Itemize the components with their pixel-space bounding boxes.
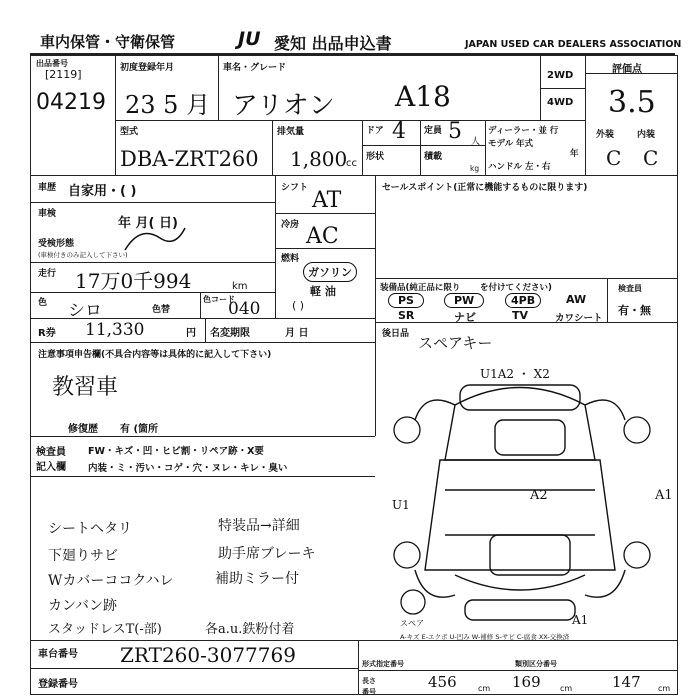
usage-label: 車歴 — [38, 183, 57, 193]
interior-value: C — [643, 146, 659, 170]
note-line: シートヘタリ — [48, 521, 132, 537]
note-right-line: 助手席ブレーキ — [218, 546, 316, 562]
note-line: 下廻りサビ — [48, 548, 118, 564]
divider — [362, 120, 363, 175]
divider — [375, 318, 376, 436]
fuel-label: 燃料 — [281, 254, 300, 264]
color-code-value: 040 — [228, 299, 261, 319]
detail-label: 後日品 — [382, 329, 410, 339]
length-value: 456 — [428, 673, 457, 691]
inspector-label: 検査員 — [36, 447, 66, 458]
divider — [30, 202, 275, 203]
equip-aw: AW — [566, 293, 587, 306]
inspector-entry-label: 記入欄 — [36, 462, 66, 473]
width-value: 169 — [512, 673, 541, 691]
header-left-title: 車内保管・守衛保管 — [40, 33, 176, 51]
fuel-option-3: ( ) — [292, 299, 305, 312]
note-right-line: 特装品→詳細 — [218, 518, 300, 534]
displacement-label: 排気量 — [277, 127, 305, 137]
divider — [275, 248, 375, 249]
aircon-label: 冷房 — [281, 220, 300, 230]
height-unit: cm — [658, 684, 671, 693]
shaken-value: 年 月( 日) — [118, 216, 178, 231]
shift-label: シフト — [281, 183, 309, 193]
divider — [30, 668, 358, 669]
usage-value: 自家用・( ) — [68, 184, 137, 199]
chassis-value: ZRT260-3077769 — [120, 643, 296, 667]
lot-number: 04219 — [36, 90, 106, 115]
name-change-value: 月 日 — [285, 328, 309, 339]
diagram-center-mark: A2 — [530, 488, 548, 503]
divider — [205, 318, 206, 342]
load-label: 積載 — [424, 152, 443, 162]
color-value: シロ — [68, 301, 102, 321]
diagram-bottom-mark: A1 — [572, 613, 589, 627]
divider — [420, 120, 421, 175]
door-label: ドア — [366, 126, 384, 136]
dims-label-3: 長さ — [362, 677, 376, 685]
divider — [115, 120, 585, 121]
divider — [485, 120, 486, 175]
interior-label: 内装 — [637, 130, 656, 140]
length-unit: cm — [478, 684, 491, 693]
lot-small-number: [2119] — [45, 68, 82, 81]
color-change-label: 色替 — [152, 305, 171, 315]
divider — [375, 322, 678, 323]
repair-label: 修復歴 — [68, 424, 98, 435]
diagram-top-note: U1A2 ・ X2 — [480, 367, 550, 381]
model-value: DBA-ZRT260 — [120, 147, 259, 171]
diagram-right-mark: A1 — [655, 488, 673, 503]
divider — [358, 640, 359, 695]
note-line: カンバン跡 — [48, 598, 118, 614]
shift-value: AT — [312, 188, 342, 213]
equip-tv: TV — [512, 309, 529, 322]
divider — [30, 262, 275, 263]
divider — [358, 670, 678, 671]
mileage-label: 走行 — [38, 269, 57, 279]
inspection-label: 検査員 — [618, 284, 642, 293]
repair-value: 有 (箇所 — [120, 424, 159, 435]
divider — [30, 476, 375, 477]
displacement-unit: cc — [346, 158, 357, 169]
exterior-value: C — [606, 146, 622, 170]
equip-sr: SR — [398, 309, 415, 322]
width-unit: cm — [560, 684, 573, 693]
mileage-value: 17万0千994 — [75, 269, 192, 293]
divider — [218, 55, 219, 120]
detail-value: スペアキー — [418, 334, 493, 352]
remarks-text: 教習車 — [52, 375, 119, 400]
divider — [30, 175, 678, 176]
car-name-value: アリオン — [232, 91, 335, 121]
equip-ps: PS — [388, 293, 424, 308]
accept-label: 受検形態 — [38, 239, 75, 249]
divider — [200, 292, 201, 318]
registration-label: 初度登録年月 — [120, 63, 175, 73]
divider — [30, 292, 275, 293]
dims-label-1: 形式指定番号 — [362, 660, 404, 668]
drive-2wd: 2WD — [547, 70, 574, 81]
displacement-value: 1,800 — [290, 147, 348, 171]
spare-label: スペア — [400, 619, 424, 628]
car-grade-value: A18 — [395, 80, 451, 113]
fuel-option-2: 軽 油 — [310, 285, 336, 298]
drive-4wd: 4WD — [547, 97, 574, 108]
sheet-no-label: 番号 — [362, 688, 376, 696]
load-unit: kg — [470, 164, 480, 173]
divider — [115, 55, 116, 175]
divider — [375, 175, 376, 318]
color-code-label: 色コード — [203, 295, 235, 304]
divider — [275, 213, 375, 214]
dealer-row-4: ハンドル 左・右 — [488, 162, 551, 172]
equip-seat: カワシート — [555, 313, 603, 324]
divider — [30, 342, 375, 343]
divider — [30, 640, 678, 641]
association-name: JAPAN USED CAR DEALERS ASSOCIATION — [465, 39, 682, 50]
ju-logo: JU — [238, 28, 261, 50]
handwritten-scribble — [120, 220, 190, 260]
equip-pw: PW — [444, 293, 484, 308]
shape-label: 形状 — [366, 152, 385, 162]
exterior-label: 外装 — [596, 130, 615, 140]
divider — [272, 120, 273, 175]
inspection-options: 有・無 — [618, 304, 651, 317]
divider — [30, 318, 375, 319]
model-label: 型式 — [120, 127, 139, 137]
aircon-value: AC — [306, 224, 339, 249]
inspector-row-2: 内装・ミ・汚い・コゲ・穴・ヌレ・キレ・臭い — [88, 463, 288, 474]
fuel-value: ガソリン — [303, 262, 357, 282]
diagram-left-mark: U1 — [392, 498, 410, 512]
dealer-row-3: 年 — [570, 149, 579, 159]
sales-point-label: セールスポイント(正常に機能するものに限ります) — [382, 183, 588, 193]
shaken-label: 車検 — [38, 209, 57, 219]
score-value: 3.5 — [608, 85, 656, 120]
accept-sub: (車検付きのみ記入して下さい) — [38, 251, 128, 259]
recycle-value: 11,330 — [85, 320, 145, 340]
equip-navi: ナビ — [454, 311, 476, 324]
car-name-label: 車名・グレード — [223, 63, 287, 73]
divider — [540, 88, 585, 89]
divider — [607, 278, 608, 322]
dims-label-2: 類別区分番号 — [515, 660, 557, 668]
divider — [585, 73, 678, 74]
name-change-label: 名変期限 — [210, 328, 250, 339]
recycle-unit: 円 — [186, 328, 196, 339]
note-line: スタッドレスT(-部) — [48, 622, 162, 637]
equipment-label: 装備品(純正品に限り — [380, 283, 461, 293]
mileage-unit: km — [232, 281, 248, 292]
divider — [375, 278, 678, 279]
damage-legend: A-キズ E-エクボ U-凹み W-補修 S-サビ C-腐食 XX-交換済 — [400, 633, 570, 641]
inspector-row-1: FW・キズ・凹・ヒビ割・リペア跡・X要 — [88, 446, 264, 457]
capacity-label: 定員 — [424, 126, 443, 136]
lot-label: 出品番号 — [36, 59, 68, 68]
registration-value: 23 5 月 — [125, 91, 211, 119]
color-label: 色 — [38, 298, 48, 308]
equip-4pb: 4PB — [505, 293, 541, 308]
divider — [275, 175, 276, 318]
capacity-unit: 人 — [471, 137, 481, 147]
note-right-line: 補助ミラー付 — [215, 571, 299, 587]
note-right-line: 各a.u.鉄粉付着 — [205, 622, 295, 637]
height-value: 147 — [612, 673, 641, 691]
divider — [30, 436, 375, 437]
note-line: Wカバーココクハレ — [48, 573, 174, 589]
capacity-value: 5 — [448, 119, 462, 144]
score-label: 評価点 — [612, 64, 642, 75]
page-title: 愛知 出品申込書 — [274, 34, 392, 53]
dealer-row-1: ディーラー・並 行 — [488, 126, 559, 136]
dealer-row-2: モデル 年式 — [488, 139, 534, 149]
divider — [362, 145, 485, 146]
recycle-label: R券 — [38, 328, 56, 339]
reg-no-label: 登録番号 — [38, 679, 78, 690]
remarks-label: 注意事項申告欄(不具合内容等は具体的に記入して下さい) — [38, 350, 272, 360]
door-value: 4 — [392, 119, 406, 144]
equipment-label-2: を付けてください) — [480, 283, 552, 293]
chassis-label: 車台番号 — [38, 649, 78, 660]
